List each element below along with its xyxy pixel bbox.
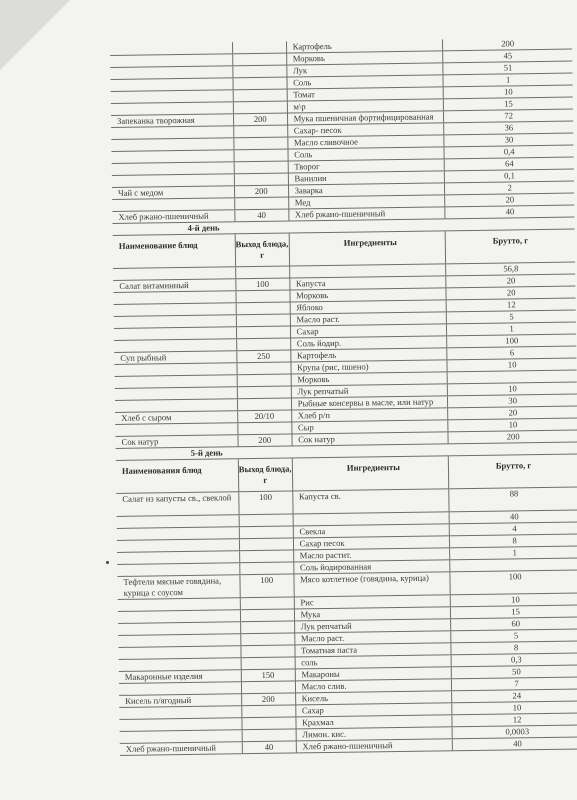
header-yield: Выход блюда, г [235, 234, 289, 267]
gross-weight: 30 [504, 134, 514, 145]
ingredient-name: Сок натур [292, 432, 449, 445]
dish-name [115, 387, 238, 400]
dish-name [118, 598, 241, 611]
gross-weight: 0,0003 [505, 726, 530, 737]
yield-value [234, 138, 288, 150]
day4-rows [113, 263, 577, 449]
dish-name [117, 539, 240, 552]
dish-name [118, 634, 241, 647]
dish-name [114, 327, 237, 340]
dish-name [112, 162, 235, 175]
yield-value [241, 621, 295, 633]
ingredient-name: соль [295, 655, 452, 668]
dish-name [113, 291, 236, 304]
header-gross: Брутто, г [492, 235, 529, 246]
ingredient-name [293, 512, 450, 525]
yield-value [233, 42, 287, 54]
gross-weight: 50 [512, 666, 521, 677]
section-day3-continuation [110, 38, 574, 224]
yield-value: 40 [242, 741, 296, 753]
dish-name: Хлеб с сыром [115, 411, 238, 424]
header-yield: Выход блюда, г [239, 458, 293, 491]
dish-name [117, 551, 240, 564]
yield-value [234, 150, 288, 162]
gross-weight: 0,1 [504, 170, 515, 181]
dish-name: Чай с медом [112, 186, 235, 199]
dish-name: Хлеб ржано-пшеничный [112, 210, 235, 223]
yield-value [242, 705, 296, 717]
dish-name: Хлеб ржано-пшеничный [120, 742, 243, 755]
ingredient-name: Сахар [296, 703, 453, 716]
dish-name [114, 339, 237, 352]
dish-name [117, 563, 240, 576]
ingredient-name: м\р [287, 99, 444, 112]
ingredient-name: Масло сливочное [288, 135, 445, 148]
ingredient-name: Кисель [296, 691, 453, 704]
dish-name [112, 198, 235, 211]
dish-name [118, 646, 241, 659]
dish-name: Салат из капусты св., свеклой [116, 492, 239, 516]
yield-value: 100 [236, 279, 290, 291]
ingredient-name: Сахар- песок [288, 123, 445, 136]
ingredient-name: Хлеб ржано-пшеничный [289, 207, 446, 220]
dish-name: Сок натур [115, 435, 238, 448]
gross-weight: 10 [511, 594, 520, 605]
section-day5 [116, 443, 577, 756]
dish-name: Запеканка творожная [111, 114, 234, 127]
yield-value [238, 387, 292, 399]
header-dish: Наименования блюд [116, 459, 239, 493]
gross-weight: 100 [508, 571, 522, 582]
ingredient-name: Свекла [293, 524, 450, 537]
header-ingredients: Ингредиенты [292, 456, 449, 490]
ingredient-name: Лимон. кис. [296, 727, 453, 740]
gross-weight: 45 [503, 50, 513, 61]
gross-weight: 64 [504, 158, 514, 169]
ingredient-name: Соль [288, 147, 445, 160]
yield-value: 200 [238, 434, 292, 446]
gross-weight: 20 [506, 275, 516, 286]
ingredient-name: Соль йодир. [291, 336, 448, 349]
gross-weight: 1 [505, 74, 511, 85]
dish-name: Суп рыбный [114, 351, 237, 364]
yield-value [236, 303, 290, 315]
yield-value [237, 375, 291, 387]
yield-value [233, 78, 287, 90]
gross-weight: 56,8 [503, 263, 519, 274]
yield-value [234, 126, 288, 138]
dish-name [119, 658, 242, 671]
yield-value [233, 54, 287, 66]
yield-value: 20/10 [238, 410, 292, 422]
yield-value [237, 363, 291, 375]
ingredient-name: Картофель [287, 39, 444, 52]
ingredient-name: Мука [295, 607, 452, 620]
dish-name [118, 610, 241, 623]
gross-weight [448, 371, 577, 384]
gross-weight: 24 [512, 690, 522, 701]
gross-weight: 0,4 [503, 146, 515, 157]
gross-weight: 1 [509, 323, 514, 334]
ingredient-name: Масло раст. [290, 312, 447, 325]
ingredient-name: Морковь [291, 372, 448, 385]
dish-name [110, 54, 233, 67]
ingredient-name: Мед [289, 195, 446, 208]
gross-weight: 51 [503, 62, 513, 73]
dish-name [111, 90, 234, 103]
ingredient-name: Картофель [291, 348, 448, 361]
ingredient-name: Масло растит. [294, 548, 451, 561]
gross-weight: 5 [509, 311, 514, 322]
ingredient-name: Творог [288, 159, 445, 172]
ingredient-name: Сахар [291, 324, 448, 337]
gross-weight: 4 [512, 523, 517, 534]
yield-value: 200 [234, 114, 288, 126]
dish-name: Кисель п/ягодный [119, 694, 242, 707]
menu-document [110, 38, 577, 754]
yield-value: 200 [242, 693, 296, 705]
gross-weight: 88 [509, 488, 519, 499]
gross-weight: 10 [507, 359, 517, 370]
dish-name [115, 399, 238, 412]
ingredient-name: Капуста [290, 276, 447, 289]
gross-weight: 10 [508, 383, 517, 394]
ingredient-name: Рис [294, 595, 451, 608]
gross-weight: 40 [509, 511, 519, 522]
yield-value: 250 [237, 351, 291, 363]
dish-name [115, 375, 238, 388]
yield-value [241, 609, 295, 621]
dish-name [115, 423, 238, 436]
top-rows [110, 38, 574, 224]
gross-weight: 60 [511, 618, 521, 629]
ingredient-name: Томатная паста [295, 643, 452, 656]
ingredient-name: Крупа (рис, пшено) [291, 360, 448, 373]
dish-name [118, 622, 241, 635]
gross-weight: 0,3 [510, 654, 522, 665]
dish-name [117, 515, 240, 528]
yield-value: 200 [235, 186, 289, 198]
ingredient-name: Морковь [290, 288, 447, 301]
yield-value [237, 315, 291, 327]
dish-name [110, 66, 233, 79]
ingredient-name: Соль [287, 75, 444, 88]
gross-weight: 100 [505, 335, 519, 346]
ingredient-name: Масло раст. [295, 631, 452, 644]
ingredient-name: Мясо котлетное (говядина, курица) [294, 572, 451, 596]
gross-weight: 15 [511, 606, 520, 617]
gross-weight: 10 [512, 702, 522, 713]
ingredient-name: Лук репчатый [291, 384, 448, 397]
dish-name [113, 267, 236, 280]
section-day4 [113, 218, 577, 449]
gross-weight: 36 [504, 122, 514, 133]
ingredient-name: Масло слив. [296, 679, 453, 692]
yield-value [240, 597, 294, 609]
ingredient-name: Сыр [292, 420, 449, 433]
gross-weight: 5 [513, 630, 519, 641]
ingredient-name: Ванилин [288, 171, 445, 184]
ingredient-name [290, 264, 447, 277]
yield-value [233, 90, 287, 102]
ingredient-name: Морковь [287, 51, 444, 64]
dish-name [111, 102, 234, 115]
yield-value [234, 102, 288, 114]
yield-value [241, 645, 295, 657]
yield-value [237, 327, 291, 339]
dish-name [111, 138, 234, 151]
day-title: 4-й день [187, 222, 220, 233]
gross-weight: 40 [513, 738, 522, 749]
dish-name [111, 126, 234, 139]
ingredient-name: Мука пшеничная фортифицированная [288, 111, 445, 124]
dish-name [120, 730, 243, 743]
dish-name [114, 363, 237, 376]
ingredient-name: Лук репчатый [295, 619, 452, 632]
gross-weight: 20 [508, 407, 518, 418]
gross-weight: 30 [508, 395, 518, 406]
dish-name: Макаронные изделия [119, 670, 242, 683]
folded-page-corner [0, 0, 70, 70]
yield-value [240, 550, 294, 562]
header-ingredients: Ингредиенты [289, 231, 446, 265]
ingredient-name: Хлеб ржано-пшеничный [296, 739, 453, 752]
dish-name [119, 718, 242, 731]
gross-weight: 200 [506, 431, 520, 442]
ingredient-name: Хлеб р/п [292, 408, 449, 421]
yield-value [239, 514, 293, 526]
dish-name [117, 527, 240, 540]
gross-weight: 40 [505, 206, 515, 217]
ingredient-name: Заварка [289, 183, 446, 196]
yield-value [242, 717, 296, 729]
yield-value: 40 [235, 210, 289, 222]
gross-weight: 10 [508, 419, 518, 430]
yield-value [236, 291, 290, 303]
ingredient-name: Капуста св. [293, 489, 450, 513]
gross-weight: 72 [504, 110, 514, 121]
yield-value [233, 66, 287, 78]
ingredient-name: Томат [287, 87, 444, 100]
dish-name: Салат витаминный [113, 279, 236, 292]
gross-weight: 20 [505, 194, 515, 205]
yield-value [240, 538, 294, 550]
ingredient-name: Яблоко [290, 300, 447, 313]
gross-weight: 8 [512, 535, 517, 546]
yield-value [239, 526, 293, 538]
gross-weight: 10 [503, 86, 513, 97]
dish-name [114, 315, 237, 328]
yield-value [235, 174, 289, 186]
yield-value [238, 422, 292, 434]
gross-weight: 7 [514, 678, 519, 689]
dish-name [112, 174, 235, 187]
yield-value [240, 562, 294, 574]
ingredient-name: Крахмал [296, 715, 453, 728]
dish-name: Тефтели мясные говядина, курица с соусом [117, 575, 240, 599]
yield-value [238, 398, 292, 410]
day-title: 5-й день [190, 447, 223, 458]
header-dish: Наименование блюд [113, 234, 236, 268]
gross-weight: 200 [501, 38, 515, 49]
yield-value [235, 198, 289, 210]
gross-weight [451, 558, 577, 571]
gross-weight: 1 [512, 547, 517, 558]
header-gross: Брутто, г [495, 460, 532, 471]
gross-weight: 12 [512, 714, 522, 725]
ingredient-name: Рыбные консервы в масле, или натур [292, 396, 449, 409]
gross-weight: 6 [509, 347, 515, 358]
ingredient-name: Макароны [295, 667, 452, 680]
dish-name [112, 150, 235, 163]
gross-weight: 20 [506, 287, 516, 298]
day5-rows [116, 488, 577, 756]
ingredient-name: Лук [287, 63, 444, 76]
dish-name [111, 78, 234, 91]
gross-weight: 12 [506, 299, 516, 310]
dish-name [110, 42, 233, 55]
yield-value [236, 267, 290, 279]
yield-value [242, 681, 296, 693]
gross-weight: 15 [504, 98, 513, 109]
yield-value: 100 [239, 491, 293, 514]
ingredient-name: Сахар песок [294, 536, 451, 549]
yield-value [241, 657, 295, 669]
dish-name [114, 303, 237, 316]
gross-weight: 2 [507, 182, 512, 193]
yield-value [242, 729, 296, 741]
dish-name [119, 682, 242, 695]
gross-weight: 8 [513, 642, 519, 653]
yield-value [237, 339, 291, 351]
yield-value: 100 [240, 574, 294, 597]
scan-speck [106, 561, 109, 564]
ingredient-name: Соль йодированная [294, 560, 451, 573]
yield-value [234, 162, 288, 174]
yield-value [241, 633, 295, 645]
dish-name [119, 706, 242, 719]
yield-value: 150 [241, 669, 295, 681]
